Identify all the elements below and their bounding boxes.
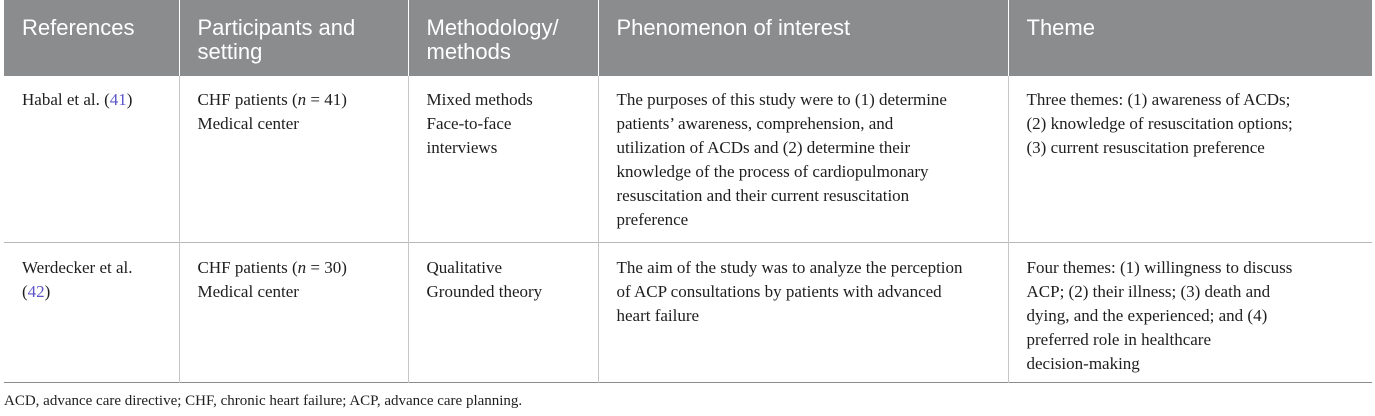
cell-theme: Three themes: (1) awareness of ACDs; (2) knowledge of resuscitation options; (3) current resuscitation preference (1026, 90, 1293, 157)
cell-theme: Four themes: (1) willingness to discuss ACP; (2) their illness; (3) death and dying, and the experienced; and (4) preferred role in healthcare decision-making (1026, 257, 1293, 373)
table-footnote: ACD, advance care directive; CHF, chronic heart failure; ACP, advance care planning. (4, 393, 523, 409)
cell-phenomenon: The purposes of this study were to (1) determine patients’ awareness, comprehension, and utilization of ACDs and (2) determine their knowledge of the process of cardiopulmonary resuscitation and their current resuscitation preference (598, 76, 1008, 242)
cell-phenomenon: The aim of the study was to analyze the perception of ACP consultations by patients with advanced heart failure (598, 242, 1008, 382)
participants-text: CHF patients (n = 41) (197, 90, 347, 109)
studies-table (4, 0, 1372, 383)
header-theme: Theme (1026, 15, 1095, 40)
header-references: References (4, 0, 179, 76)
header-participants: Participants and setting (179, 0, 408, 76)
table-header-row (4, 0, 1372, 76)
cell-reference: Werdecker et al. (42) (4, 242, 179, 382)
studies-table-container (4, 0, 1372, 383)
participants-text: CHF patients (n = 30) (197, 257, 347, 277)
table-row (4, 242, 1372, 382)
cell-methods: Qualitative Grounded theory (408, 242, 598, 382)
cell-reference: Habal et al. (41) (4, 76, 179, 242)
citation-link[interactable]: 41 (109, 90, 127, 109)
citation-link[interactable]: 42 (27, 281, 45, 301)
header-methodology: Methodology/ methods (408, 0, 598, 76)
header-phenomenon: Phenomenon of interest (598, 0, 1008, 76)
cell-participants: CHF patients (n = 41) Medical center (179, 76, 408, 242)
cell-participants: CHF patients (n = 30) Medical center (179, 242, 408, 382)
table-row (4, 76, 1372, 242)
cell-methods: Mixed methods Face-to-face interviews (408, 76, 598, 242)
